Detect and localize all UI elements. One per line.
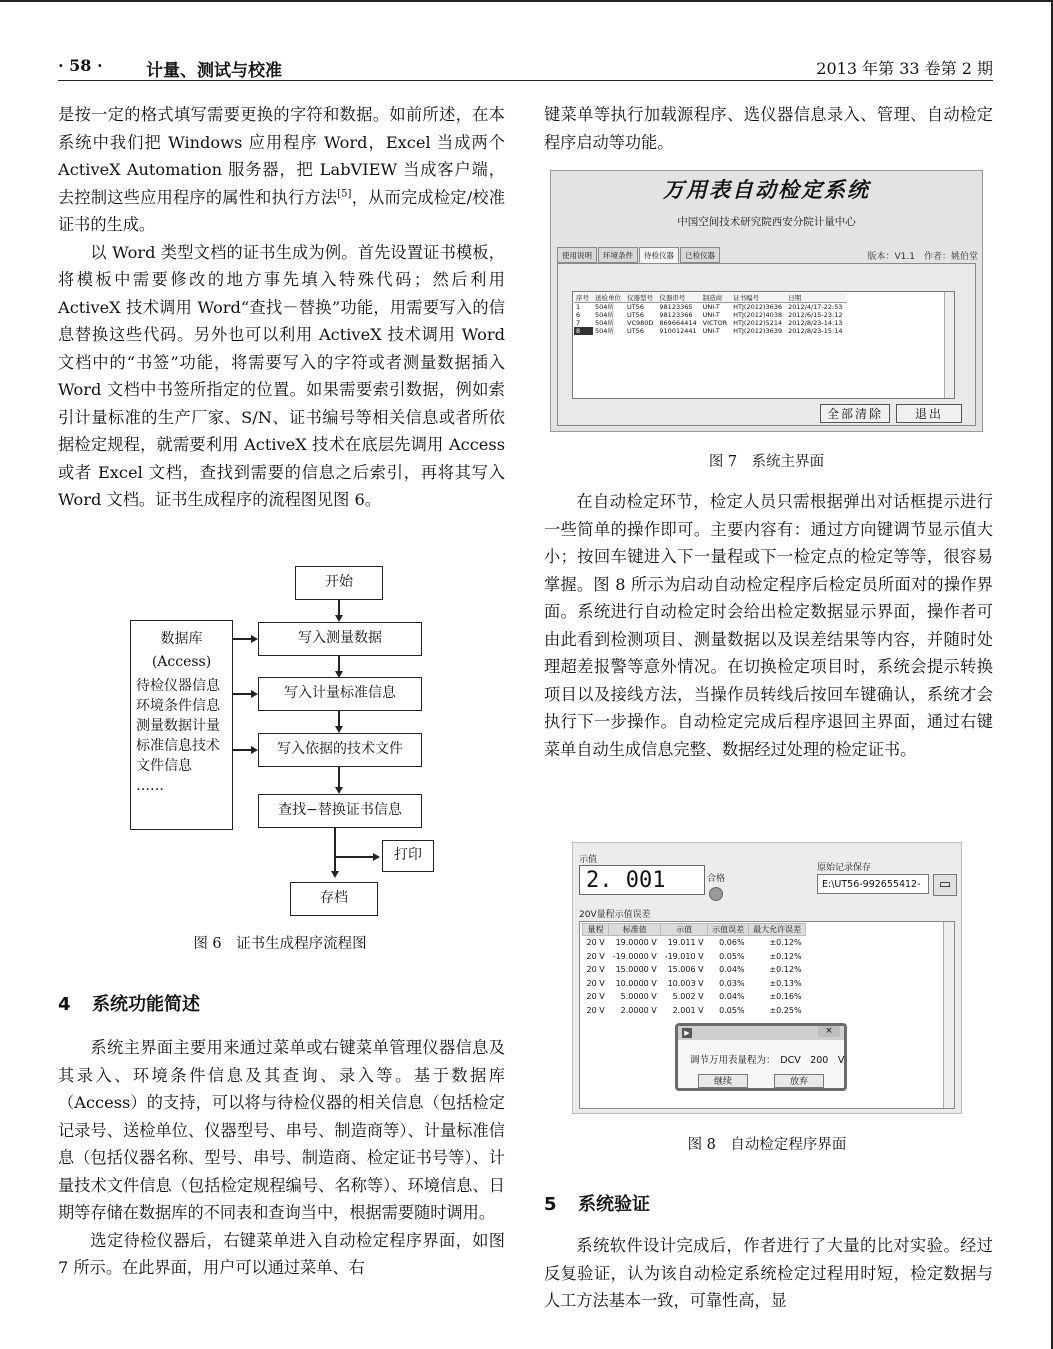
close-icon[interactable]: × bbox=[818, 1026, 840, 1037]
col-header: 序号 bbox=[574, 293, 593, 303]
table-scrollbar[interactable] bbox=[943, 922, 954, 1108]
db-subtitle: (Access) bbox=[151, 654, 212, 670]
raw-record-label: 原始记录保存 bbox=[817, 863, 872, 873]
table-header-row bbox=[583, 924, 806, 936]
table-row[interactable]: 6 504所 UT56 98123366 UNI-T HTJ(2012)4038 2012/6/15-23:12 bbox=[576, 311, 843, 319]
page-header bbox=[58, 56, 993, 81]
issue-info: 2013 年第 33 卷第 2 期 bbox=[816, 59, 993, 78]
flow-step-box: 写入计量标准信息 bbox=[258, 677, 422, 711]
error-table bbox=[582, 923, 806, 1017]
table-row: 20 V 15.0000 V 15.006 V 0.04% ±0.12% bbox=[586, 965, 802, 975]
clear-all-button[interactable]: 全部清除 bbox=[820, 404, 890, 423]
section-4-heading: 4 系统功能简述 bbox=[58, 994, 200, 1015]
flowchart-figure-6 bbox=[120, 560, 440, 920]
arrow-right-icon bbox=[251, 690, 258, 698]
flow-connector bbox=[334, 856, 374, 858]
flow-connector bbox=[334, 828, 336, 872]
flow-connector bbox=[233, 749, 252, 751]
pass-label: 合格 bbox=[707, 874, 726, 884]
arrow-down-icon bbox=[335, 726, 343, 733]
instrument-list[interactable] bbox=[572, 291, 955, 399]
list-scrollbar[interactable] bbox=[944, 292, 954, 398]
table-row: 20 V -19.0000 V -19.010 V 0.05% ±0.12% bbox=[586, 951, 802, 961]
left-column-bottom bbox=[58, 1034, 505, 1282]
paragraph: 以 Word 类型文档的证书生成为例。首先设置证书模板，将模板中需要修改的地方事先填入特殊代码；然后利用 ActiveX 技术调用 Word“查找－替换”功能，用需要写入的信息替换这些代码。另外也可以利用 ActiveX 技术调用 Word 文档中的“书签”功能，将需要写入的字符或者测量数据插入 Word 文档中书签所指定的位置。如果需要索引数据，例如索引计量标准的生产厂家、S/N、证书编号等相关信息或者所依据检定规程，就需要利用 ActiveX 技术在底层先调用 Access 或者 Excel 文档，查找到需要的信息之后索引，再将其写入 Word 文档。证书生成程序的流程图见图 6。 bbox=[58, 242, 505, 509]
tab-environment[interactable]: 环境条件 bbox=[598, 247, 638, 263]
figure-8-auto-check-window bbox=[572, 842, 962, 1114]
app-icon: ▶ bbox=[682, 1028, 692, 1038]
flow-step-box: 写入测量数据 bbox=[258, 622, 422, 656]
flow-print-box: 打印 bbox=[382, 840, 434, 872]
paragraph: 系统主界面主要用来通过菜单或右键菜单管理仪器信息及其录入、环境条件信息及其查询、录入等。基于数据库（Access）的支持，可以将与待检仪器的相关信息（包括检定记录号、送检单位、仪器型号、串号、制造商等）、计量标准信息（包括仪器名称、型号、串号、制造商、检定证书号等）、计量技术文件信息（包括检定规程编号、名称等）、环境信息、日期等存储在数据库的不同表和查询当中，根据需要随时调用。 bbox=[58, 1038, 505, 1222]
col-header: 日期 bbox=[786, 293, 846, 303]
paragraph: 选定待检仪器后，右键菜单进入自动检定程序界面，如图 7 所示。在此界面，用户可以通过菜单、右 bbox=[58, 1230, 505, 1277]
reading-display: 2. 001 bbox=[579, 865, 705, 895]
folder-browse-icon[interactable]: ▭ bbox=[933, 874, 957, 896]
tab-instructions[interactable]: 使用说明 bbox=[557, 247, 597, 263]
flow-archive-box: 存档 bbox=[290, 882, 378, 916]
figure-7-main-window bbox=[550, 170, 983, 432]
col-header: 量程 bbox=[583, 924, 609, 936]
table-row: 20 V 2.0000 V 2.001 V 0.05% ±0.25% bbox=[586, 1005, 802, 1015]
db-contents: 待检仪器信息 环境条件信息 测量数据计量 标准信息技术 文件信息 …… bbox=[136, 678, 220, 794]
col-header: 送检单位 bbox=[593, 293, 625, 303]
instrument-table bbox=[574, 293, 847, 335]
arrow-down-icon bbox=[335, 787, 343, 794]
reference-marker: [5] bbox=[337, 188, 352, 200]
right-column-bottom bbox=[544, 1232, 993, 1315]
db-title: 数据库 bbox=[160, 631, 203, 647]
top-border bbox=[0, 0, 1053, 2]
col-header: 最大允许误差 bbox=[749, 924, 806, 936]
abort-button[interactable]: 放弃 bbox=[774, 1074, 824, 1088]
journal-title: 计量、测试与校准 bbox=[146, 61, 282, 81]
flow-step-box: 查找−替换证书信息 bbox=[258, 794, 422, 828]
col-header: 示值 bbox=[661, 924, 708, 936]
flow-start-box: 开始 bbox=[295, 566, 383, 600]
paragraph: 键菜单等执行加载源程序、选仪器信息录入、管理、自动检定程序启动等功能。 bbox=[544, 105, 993, 152]
flow-connector bbox=[338, 600, 340, 616]
right-column-top bbox=[544, 101, 993, 156]
table-row: 20 V 19.0000 V 19.011 V 0.06% ±0.12% bbox=[586, 938, 802, 948]
dialog-message: 调节万用表量程为： DCV 200 V bbox=[690, 1055, 845, 1066]
paragraph: 是按一定的格式填写需要更换的字符和数据。如前所述，在本系统中我们把 Windows 应用程序 Word，Excel 当成两个 ActiveX Automation 服务器，把 LabVIEW 当成客户端，去控制这些应用程序的属性和执行方法[5]，从而完成检定/校准证书的生成。 bbox=[58, 105, 506, 234]
flow-connector bbox=[338, 767, 340, 788]
version-label: 版本：V1.1 作者：姚伯堂 bbox=[867, 252, 978, 262]
pass-indicator-icon bbox=[709, 887, 723, 901]
col-header: 制造商 bbox=[701, 293, 732, 303]
flow-connector bbox=[338, 656, 340, 672]
col-header: 仪器型号 bbox=[625, 293, 657, 303]
col-header: 标准值 bbox=[609, 924, 661, 936]
flow-connector bbox=[233, 693, 252, 695]
arrow-right-icon bbox=[251, 746, 258, 754]
table-header-row bbox=[574, 293, 847, 303]
col-header: 示值误差 bbox=[708, 924, 749, 936]
display-label: 示值 bbox=[579, 855, 598, 865]
left-column-top bbox=[58, 101, 505, 514]
right-column-middle bbox=[544, 488, 993, 763]
tab-panel bbox=[557, 263, 976, 426]
col-header: 证书编号 bbox=[731, 293, 786, 303]
exit-button[interactable]: 退出 bbox=[896, 404, 962, 423]
arrow-right-icon bbox=[251, 635, 258, 643]
figure-6-caption: 图 6 证书生成程序流程图 bbox=[193, 936, 367, 952]
tab-bar bbox=[557, 247, 721, 263]
figure-8-caption: 图 8 自动检定程序界面 bbox=[687, 1137, 847, 1153]
range-prompt-dialog bbox=[675, 1023, 847, 1091]
database-box bbox=[130, 620, 233, 830]
flow-connector bbox=[233, 638, 252, 640]
arrow-down-icon bbox=[335, 615, 343, 622]
app-title: 万用表自动检定系统 bbox=[663, 177, 870, 202]
section-5-heading: 5 系统验证 bbox=[544, 1194, 650, 1215]
table-row: 20 V 10.0000 V 10.003 V 0.03% ±0.13% bbox=[586, 978, 802, 988]
table-row[interactable]: 8 504所 UT56 910012441 UNI-T HTJ(2012)3639 2012/8/23-15:14 bbox=[576, 327, 843, 335]
tab-checked-instruments[interactable]: 已检仪器 bbox=[680, 247, 720, 263]
table-row[interactable]: 1 504所 UT56 98123365 UNI-T HTJ(2012)3636 2012/4/17-22:53 bbox=[576, 303, 843, 311]
tab-pending-instruments[interactable]: 待检仪器 bbox=[639, 247, 679, 263]
col-header: 仪器串号 bbox=[657, 293, 700, 303]
flow-connector bbox=[338, 711, 340, 727]
arrow-down-icon bbox=[331, 871, 339, 878]
paragraph: 系统软件设计完成后，作者进行了大量的比对实验。经过反复验证，认为该自动检定系统检定过程用时短，检定数据与人工方法基本一致，可靠性高，显 bbox=[544, 1236, 993, 1310]
table-row[interactable]: 7 504所 VC980D 869664414 VICTOR HTJ(2012)5214 2012/8/23-14:13 bbox=[576, 319, 843, 327]
table-label: 20V量程示值误差 bbox=[579, 910, 651, 920]
app-subtitle: 中国空间技术研究院西安分院计量中心 bbox=[677, 216, 856, 228]
flow-step-box: 写入依据的技术文件 bbox=[258, 733, 422, 767]
table-row: 20 V 5.0000 V 5.002 V 0.04% ±0.16% bbox=[586, 992, 802, 1002]
continue-button[interactable]: 继续 bbox=[698, 1074, 748, 1088]
figure-7-caption: 图 7 系统主界面 bbox=[708, 454, 825, 470]
page-number: · 58 · bbox=[58, 56, 103, 75]
paragraph: 在自动检定环节，检定人员只需根据弹出对话框提示进行一些简单的操作即可。主要内容有：通过方向键调节显示值大小；按回车键进入下一量程或下一检定点的检定等等，很容易掌握。图 8 所示为启动自动检定程序后检定员所面对的操作界面。系统进行自动检定时会给出检定数据显示界面，操作者可由此看到检测项目、测量数据以及误差结果等内容，并随时处理超差报警等意外情况。在切换检定项目时，系统会提示转换项目以及接线方法，当操作员转线后按回车键确认，系统才会执行下一步操作。自动检定完成后程序退回主界面，通过右键菜单自动生成信息完整、数据经过处理的检定证书。 bbox=[544, 492, 993, 759]
save-path-field[interactable]: E:\UT56-992655412- bbox=[817, 874, 929, 894]
arrow-right-icon bbox=[373, 853, 380, 861]
